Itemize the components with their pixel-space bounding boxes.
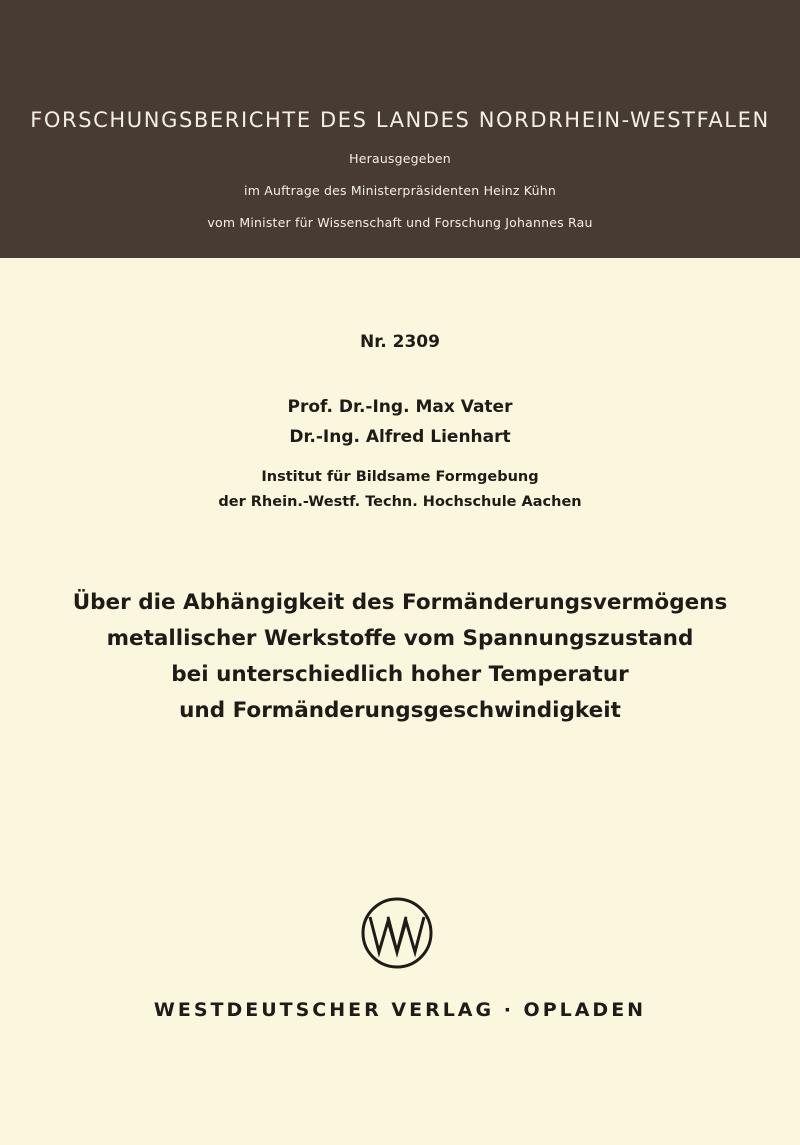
title-line-3: bei unterschiedlich hoher Temperatur bbox=[171, 662, 629, 687]
editor-line-2: im Auftrage des Ministerpräsidenten Heinz Kühn bbox=[244, 183, 556, 198]
institute-line-1: Institut für Bildsame Formgebung bbox=[261, 469, 539, 485]
series-title: FORSCHUNGSBERICHTE DES LANDES NORDRHEIN-WESTFALEN bbox=[30, 108, 770, 132]
title-line-2: metallischer Werkstoffe vom Spannungszustand bbox=[106, 626, 694, 651]
title-line-1: Über die Abhängigkeit des Formänderungsvermögens bbox=[72, 590, 728, 615]
header-band bbox=[0, 0, 800, 258]
report-number: Nr. 2309 bbox=[360, 332, 440, 352]
publisher-name: WESTDEUTSCHER VERLAG · OPLADEN bbox=[153, 999, 647, 1021]
author-1: Prof. Dr.-Ing. Max Vater bbox=[287, 397, 513, 417]
institute-line-2: der Rhein.-Westf. Techn. Hochschule Aachen bbox=[218, 494, 582, 510]
title-line-4: und Formänderungsgeschwindigkeit bbox=[179, 698, 621, 723]
ww-circle-logo-icon bbox=[360, 896, 434, 970]
author-2: Dr.-Ing. Alfred Lienhart bbox=[289, 427, 511, 447]
editor-line-3: vom Minister für Wissenschaft und Forschung Johannes Rau bbox=[207, 215, 593, 230]
editor-line-1: Herausgegeben bbox=[349, 151, 451, 166]
